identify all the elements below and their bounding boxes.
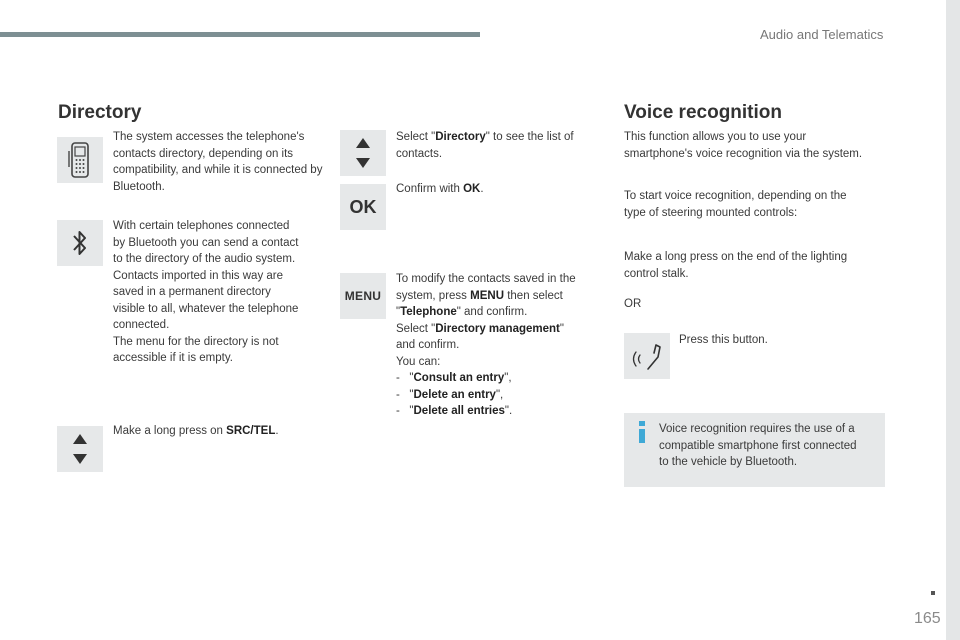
confirm-text — [396, 181, 596, 198]
voice-command-icon — [624, 333, 670, 379]
voice-stalk-line: control stalk. — [624, 267, 689, 280]
bluetooth-text-line: visible to all, whatever the telephone — [113, 302, 299, 315]
info-line: compatible smartphone first connected — [659, 439, 857, 452]
page-number: 165 — [914, 610, 941, 627]
menu-button-icon — [340, 273, 386, 319]
select-directory-text — [396, 129, 596, 162]
option-suffix: ", — [495, 388, 504, 401]
voice-start-line: To start voice recognition, depending on the — [624, 190, 847, 202]
info-line: to the vehicle by Bluetooth. — [659, 456, 798, 468]
option-label: Consult an entry — [413, 372, 505, 384]
option-suffix: ", — [504, 372, 512, 384]
menu-icon-label: MENU — [344, 289, 382, 303]
modify-line: and confirm. — [396, 339, 460, 351]
up-down-arrows-icon — [340, 130, 386, 176]
menu-label: MENU — [470, 289, 505, 302]
bluetooth-text-line: Contacts imported in this way are — [113, 269, 284, 282]
phone-icon — [57, 137, 103, 183]
voice-recognition-title: Voice recognition — [624, 102, 783, 123]
ok-label: OK — [463, 183, 481, 195]
select-suffix: " to see the list of — [485, 131, 574, 143]
info-icon — [638, 421, 646, 443]
modify-prefix: system, press — [396, 289, 471, 302]
bluetooth-text-line: With certain telephones connected — [113, 220, 290, 232]
or-label: OR — [624, 298, 642, 310]
bluetooth-text-line: accessible if it is empty. — [113, 352, 233, 364]
directory-title: Directory — [58, 102, 142, 123]
up-down-arrows-icon — [57, 426, 103, 472]
modify-prefix: Select " — [396, 322, 436, 335]
option-prefix: - " — [396, 405, 414, 417]
modify-line — [396, 288, 601, 305]
directory-management-label: Directory management — [435, 322, 560, 335]
modify-line — [396, 321, 601, 338]
telephone-label: Telephone — [400, 306, 457, 318]
directory-label: Directory — [435, 131, 486, 143]
voice-intro-line: smartphone's voice recognition via the system. — [624, 147, 863, 160]
header-bar — [0, 32, 480, 37]
confirm-suffix: . — [480, 183, 484, 195]
modify-contacts-text — [396, 271, 601, 420]
confirm-prefix: Confirm with — [396, 183, 464, 195]
section-label: Audio and Telematics — [760, 27, 884, 42]
bluetooth-text-line: saved in a permanent directory — [113, 286, 271, 298]
src-tel-label: SRC/TEL — [226, 425, 276, 437]
modify-line: You can: — [396, 355, 441, 368]
voice-start-text — [624, 188, 894, 221]
option-item — [396, 387, 601, 404]
bluetooth-text-line: to the directory of the audio system. — [113, 253, 296, 265]
bluetooth-text-line: The menu for the directory is not — [113, 335, 279, 348]
voice-stalk-text — [624, 249, 894, 282]
voice-stalk-line: Make a long press on the end of the lighting — [624, 251, 848, 263]
option-label: Delete all entries — [413, 405, 505, 417]
long-press-suffix: . — [275, 425, 279, 437]
option-prefix: - " — [396, 372, 414, 384]
ok-button-icon — [340, 184, 386, 230]
long-press-text — [113, 423, 333, 440]
info-line: Voice recognition requires the use of a — [659, 423, 855, 435]
page-dot — [931, 591, 935, 595]
select-prefix: Select " — [396, 131, 436, 143]
modify-line: To modify the contacts saved in the — [396, 273, 576, 285]
select-directory-line — [396, 129, 596, 146]
bluetooth-text — [113, 218, 333, 367]
modify-suffix: " and confirm. — [456, 306, 528, 318]
modify-suffix: " — [559, 322, 564, 335]
bluetooth-text-line: connected. — [113, 319, 170, 331]
info-text — [659, 421, 883, 471]
select-directory-line: contacts. — [396, 147, 443, 160]
voice-intro-text — [624, 129, 894, 162]
modify-line — [396, 304, 601, 321]
long-press-prefix: Make a long press on — [113, 425, 227, 437]
option-label: Delete an entry — [413, 388, 496, 401]
modify-suffix: then select — [504, 289, 563, 302]
ok-icon-label: OK — [349, 196, 377, 217]
voice-intro-line: This function allows you to use your — [624, 131, 807, 143]
option-suffix: ". — [504, 405, 513, 417]
phone-directory-text: The system accesses the telephone's contacts directory, depending on its compatibility, and while it is connected by Bluetooth. — [113, 131, 323, 193]
bluetooth-icon — [57, 220, 103, 266]
option-prefix: - " — [396, 388, 414, 401]
voice-start-line: type of steering mounted controls: — [624, 206, 798, 219]
modify-prefix: " — [396, 306, 401, 318]
side-strip — [946, 0, 960, 640]
press-button-text: Press this button. — [679, 334, 768, 346]
option-item — [396, 403, 601, 420]
bluetooth-text-line: by Bluetooth you can send a contact — [113, 236, 299, 249]
option-item — [396, 370, 601, 387]
